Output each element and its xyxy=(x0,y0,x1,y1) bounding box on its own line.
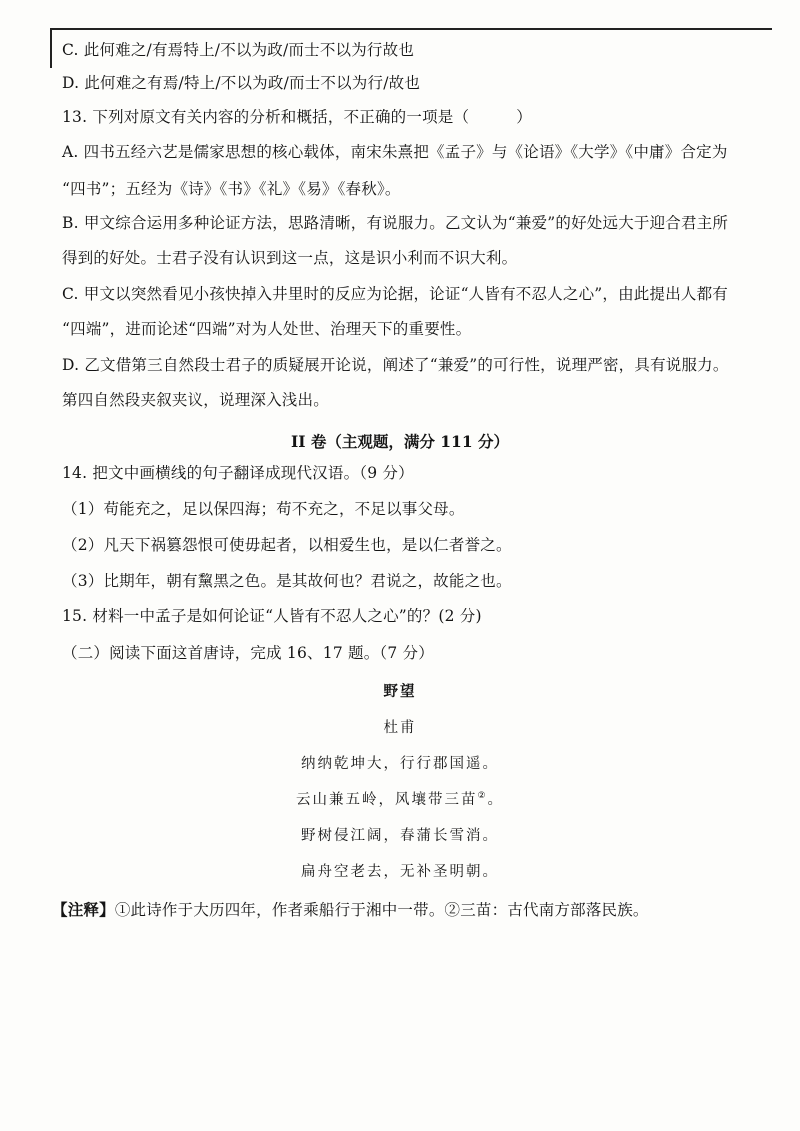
question-13-option-b-line2: 得到的好处。士君子没有认识到这一点，这是识小利而不识大利。 xyxy=(62,249,518,267)
left-border-line xyxy=(50,28,52,68)
annotation xyxy=(52,900,649,920)
question-13-stem: 13. 下列对原文有关内容的分析和概括，不正确的一项是（ ） xyxy=(62,108,532,126)
poem-line-2 xyxy=(0,790,800,810)
poem-line-3: 野树侵江阔，春蒲长雪消。 xyxy=(301,828,499,844)
poem-line-2-text: 云山兼五岭，风壤带三苗 xyxy=(295,792,478,808)
poem-line-2-end: 。 xyxy=(487,792,505,808)
question-15-stem: 15. 材料一中孟子是如何论证“人皆有不忍人之心”的？(2 分) xyxy=(62,607,482,625)
top-border-line xyxy=(50,28,772,30)
poem-line-4: 扁舟空老去，无补圣明朝。 xyxy=(301,864,499,880)
question-13-option-b-line1: B. 甲文综合运用多种论证方法，思路清晰，有说服力。乙文认为“兼爱”的好处远大于迎合君主所 xyxy=(62,214,729,232)
question-14-stem: 14. 把文中画横线的句子翻译成现代汉语。（9 分） xyxy=(62,464,414,482)
poem-note-marker: ② xyxy=(477,791,488,802)
question-14-sentence-1: （1）苟能充之，足以保四海；苟不充之，不足以事父母。 xyxy=(62,500,465,518)
question-13-option-d-line1: D. 乙文借第三自然段士君子的质疑展开论说，阐述了“兼爱”的可行性，说理严密，具有说服力。 xyxy=(62,356,729,374)
poem-line-1: 纳纳乾坤大，行行郡国遥。 xyxy=(301,756,499,772)
annotation-label: 【注释】 xyxy=(52,900,115,919)
annotation-text: ①此诗作于大历四年，作者乘船行于湘中一带。②三苗：古代南方部落民族。 xyxy=(114,901,649,919)
question-13-option-a-line2: “四书”；五经为《诗》《书》《礼》《易》《春秋》。 xyxy=(62,180,401,198)
question-13-option-c-line1: C. 甲文以突然看见小孩快掉入井里时的反应为论据，论证“人皆有不忍人之心”，由此提出人都有 xyxy=(62,285,729,303)
poem-title: 野望 xyxy=(383,684,417,700)
question-14-sentence-2: （2）凡天下祸篡怨恨可使毋起者，以相爱生也，是以仁者誉之。 xyxy=(62,536,512,554)
option-12c: C. 此何难之/有焉特上/不以为政/而士不以为行故也 xyxy=(62,41,415,59)
poem-author: 杜甫 xyxy=(383,720,417,736)
part-2-heading: II 卷（主观题，满分 111 分） xyxy=(290,432,510,451)
question-13-option-c-line2: “四端”，进而论述“四端”对为人处世、治理天下的重要性。 xyxy=(62,320,472,338)
section-2-stem: （二）阅读下面这首唐诗，完成 16、17 题。（7 分） xyxy=(62,644,434,662)
question-13-option-a-line1: A. 四书五经六艺是儒家思想的核心载体，南宋朱熹把《孟子》与《论语》《大学》《中庸》合定为 xyxy=(62,143,728,161)
question-14-sentence-3: （3）比期年，朝有黧黑之色。是其故何也？君说之，故能之也。 xyxy=(62,572,512,590)
option-12d: D. 此何难之有焉/特上/不以为政/而士不以为行/故也 xyxy=(62,74,421,92)
question-13-option-d-line2: 第四自然段夹叙夹议，说理深入浅出。 xyxy=(62,391,329,409)
